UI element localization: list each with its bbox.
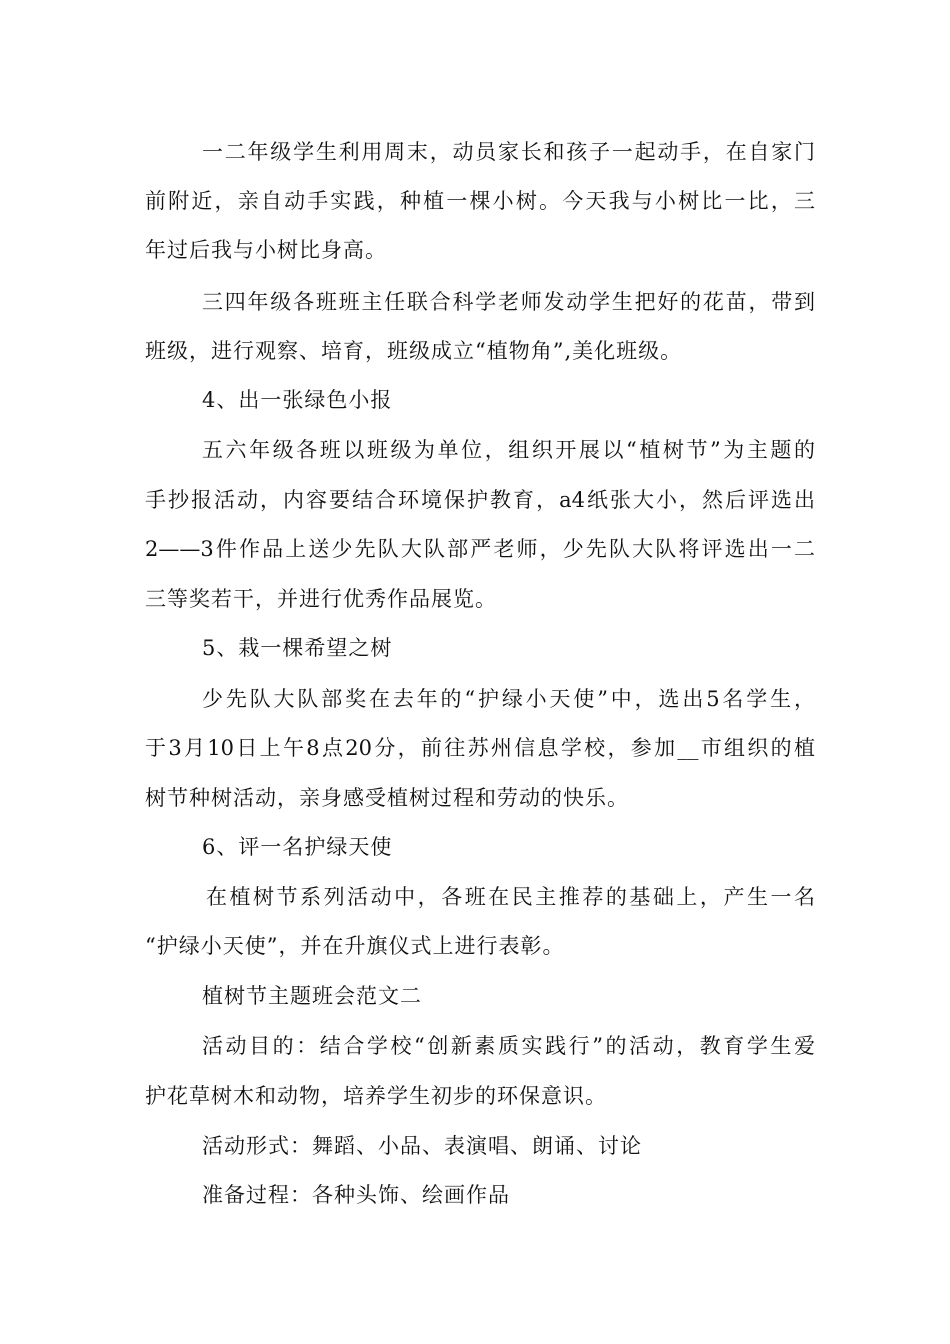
section-heading: 5、栽一棵希望之树: [202, 636, 393, 660]
section-heading: 6、评一名护绿天使: [202, 835, 393, 859]
paragraph-line: 活动形式：舞蹈、小品、表演唱、朗诵、讨论: [202, 1134, 642, 1158]
paragraph-line: 手抄报活动，内容要结合环境保护教育，a4纸张大小，然后评选出: [145, 488, 815, 512]
paragraph-line: 护花草树木和动物，培养学生初步的环保意识。: [145, 1084, 607, 1108]
paragraph-line: 一二年级学生利用周末，动员家长和孩子一起动手，在自家门: [202, 140, 815, 164]
paragraph-line: 班级，进行观察、培育，班级成立“植物角”,美化班级。: [145, 339, 683, 363]
paragraph-line: 三等奖若干，并进行优秀作品展览。: [145, 587, 497, 611]
paragraph-line: 少先队大队部奖在去年的“护绿小天使”中，选出5名学生，: [202, 687, 815, 711]
paragraph-line: 准备过程：各种头饰、绘画作品: [202, 1183, 510, 1207]
paragraph-line: 于3月10日上午8点20分，前往苏州信息学校，参加__市组织的植: [145, 736, 815, 760]
section-heading: 4、出一张绿色小报: [202, 388, 393, 412]
paragraph-line: “护绿小天使”，并在升旗仪式上进行表彰。: [145, 934, 565, 958]
paragraph-line: 2——3件作品上送少先队大队部严老师，少先队大队将评选出一二: [145, 537, 815, 561]
paragraph-line: 前附近，亲自动手实践，种植一棵小树。今天我与小树比一比，三: [145, 189, 815, 213]
section-heading: 植树节主题班会范文二: [202, 984, 422, 1008]
paragraph-line: 三四年级各班班主任联合科学老师发动学生把好的花苗，带到: [202, 290, 815, 314]
paragraph-line: 树节种树活动，亲身感受植树过程和劳动的快乐。: [145, 786, 629, 810]
paragraph-line: 年过后我与小树比身高。: [145, 238, 387, 262]
paragraph-line: 活动目的：结合学校“创新素质实践行”的活动，教育学生爱: [202, 1034, 815, 1058]
paragraph-line: 五六年级各班以班级为单位，组织开展以“植树节”为主题的: [202, 438, 815, 462]
paragraph-line: 在植树节系列活动中，各班在民主推荐的基础上，产生一名: [206, 885, 815, 909]
